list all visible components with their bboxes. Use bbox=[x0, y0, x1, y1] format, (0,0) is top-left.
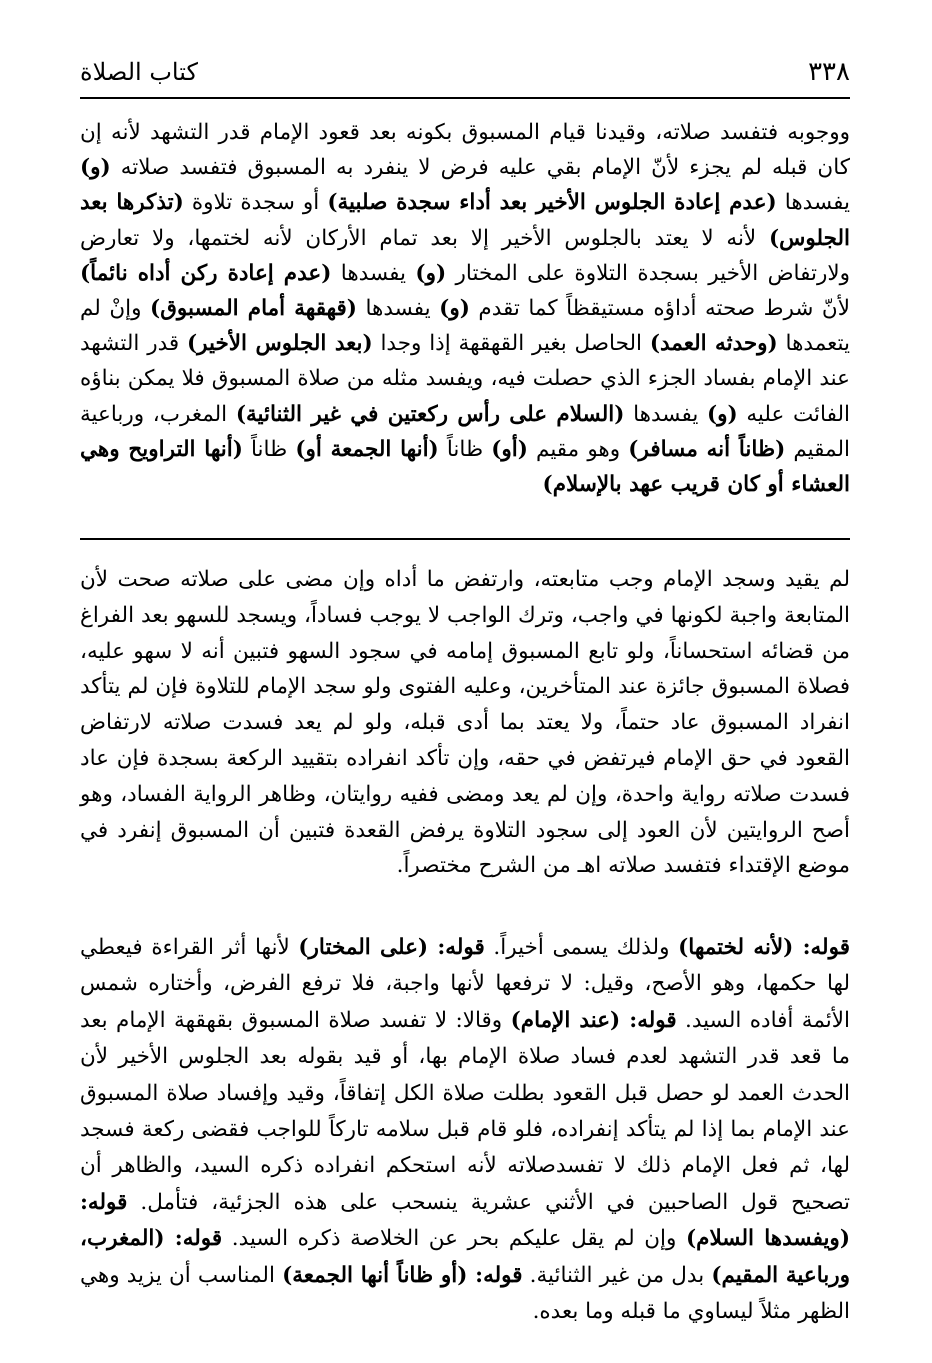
footnote-bold-phrase: قوله: (لأنه لختمها) bbox=[678, 935, 850, 960]
footnote-bold-phrase: قوله: (عند الإمام) bbox=[510, 1007, 677, 1033]
header-rule bbox=[80, 97, 850, 99]
matn-phrase: وإنْ لم يتعمدها bbox=[80, 296, 850, 357]
matn-bold-phrase: (أنها التراويح وهي العشاء أو كان قريب عهد بالإسلام) bbox=[80, 436, 850, 498]
matn-phrase: يفسدها bbox=[356, 296, 440, 322]
matn-phrase: ووجوبه فتفسد صلاته، وقيدنا قيام المسبوق بكونه بعد قعود الإمام قدر التشهد لأنه إن كان قبله لم يجزء لأنّ الإمام بقي عليه فرض لا ينفرد به المسبوق فتفسد صلاته bbox=[80, 120, 850, 181]
matn-bold-phrase: (وحدثه العمد) bbox=[649, 331, 778, 357]
matn-paragraph bbox=[80, 115, 850, 502]
footnote-phrase: بدل من غير الثنائية. bbox=[522, 1262, 712, 1288]
matn-bold-phrase: (أو) bbox=[491, 436, 528, 462]
page-number: ٣٣٨ bbox=[808, 57, 850, 87]
matn-phrase: لأنّ شرط صحته أداؤه مستيقظاً كما تقدم bbox=[469, 296, 850, 322]
matn-phrase: قدر التشهد عند الإمام بفساد الجزء الذي حصلت فيه، ويفسد مثله من صلاة المسبوق فلا يمكن بناؤه الفائت عليه bbox=[80, 331, 850, 427]
footnote-phrase: ولذلك يسمى أخيراً. bbox=[484, 935, 679, 960]
commentary-paragraph: لم يقيد وسجد الإمام وجب متابعته، وارتفض ما أداه وإن مضى على صلاته صحت لأن المتابعة واجبة لكونها في واجب، وترك الواجب لا يوجب فساداً، ويسجد للسهو بعد الفراغ من قضائه استحساناً، ولو تابع المسبوق إمامه في سجود السهو فتبين أنه لا سهو عليه، فصلاة المسبوق جائزة عند المتأخرين، وعليه الفتوى ولو سجد الإمام للتلاوة فإن لم يتأكد انفراد المسبوق عاد حتماً، ولا يعتد بما أدى قبله، ولو لم يعد فسدت صلاته لارتفاض القعود في حق الإمام فيرتفض في حقه، وإن تأكد انفراده بتقييد الركعة بسجدة فإن عاد فسدت صلاته رواية واحدة، وإن لم يعد ومضى ففيه روايتان، وظاهر الرواية الفساد، وهو أصح الروايتين لأن العود إلى سجود التلاوة يرفض القعدة فتبين أن المسبوق إنفرد في موضع الإقتداء فتفسد صلاته اهـ من الشرح مختصراً. bbox=[80, 567, 850, 879]
footnote-bold-phrase: قوله: (المغرب، ورباعية المقيم) bbox=[80, 1226, 851, 1288]
matn-bold-phrase: (و) bbox=[80, 155, 111, 181]
matn-phrase: أو سجدة تلاوة bbox=[183, 190, 328, 216]
matn-phrase: المغرب، ورباعية المقيم bbox=[80, 401, 850, 462]
footnote-phrase: وإن لم يقل عليكم بحر عن الخلاصة ذكره السيد. bbox=[222, 1226, 686, 1252]
matn-bold-phrase: (بعد الجلوس الأخير) bbox=[186, 331, 373, 357]
footnote-phrase: وقالا: لا تفسد صلاة المسبوق بقهقهة الإمام بعد ما قعد قدر التشهد لعدم فساد صلاة الإمام بها، أو قيد بقوله بعد الجلوس الأخير لأن الحدث العمد لو حصل قبل القعود بطلت صلاة الكل إتفاقاً، وقيد وإفساد صلاة المسبوق عند الإمام بما إذا لم يتأكد إنفراده، فلو قام قبل سلامه تاركاً للواجب فقضى ركعة فسجد لها، ثم فعل الإمام ذلك لا تفسدصلاته لأنه استحكم انفراده ذكره السيد، والظاهر أن تصحيح قول الصاحبين في الأثني عشرية ينسحب على هذه الجزئية، فتأمل. bbox=[80, 1007, 850, 1215]
footnote-text bbox=[80, 930, 850, 1330]
footnote-bold-phrase: قوله: (أو ظاناً أنها الجمعة) bbox=[282, 1262, 523, 1288]
matn-phrase: يفسدها bbox=[776, 190, 850, 216]
book-title: كتاب الصلاة bbox=[80, 58, 198, 86]
matn-bold-phrase: (و) bbox=[706, 401, 738, 427]
footnote-paragraph bbox=[80, 930, 850, 1330]
matn-bold-phrase: (و) bbox=[439, 296, 470, 322]
matn-phrase: يفسدها bbox=[624, 401, 707, 427]
matn-bold-phrase: (عدم إعادة ركن أداه نائماً) bbox=[80, 260, 332, 286]
matn-phrase: الحاصل بغير القهقهة إذا وجدا bbox=[372, 331, 650, 357]
matn-text bbox=[80, 115, 850, 502]
matn-bold-phrase: (و) bbox=[415, 260, 447, 286]
separator-rule bbox=[80, 538, 850, 540]
matn-bold-phrase: (عدم إعادة الجلوس الأخير بعد أداء سجدة صلبية) bbox=[327, 190, 777, 216]
matn-bold-phrase: (قهقهة أمام المسبوق) bbox=[150, 296, 357, 322]
footnote-phrase: لأنها أثر القراءة فيعطي لها حكمها، وهو الأصح، وقيل: لا ترفعها لأنها واجبة، فلا ترفع الفرض، وأختاره شمس الأئمة أفاده السيد. bbox=[80, 935, 850, 1033]
matn-phrase: لأنه لا يعتد بالجلوس الأخير إلا بعد تمام الأركان لأنه لختمها، ولا تعارض ولارتفاض الأخير بسجدة التلاوة على المختار bbox=[80, 225, 850, 286]
matn-phrase: وهو مقيم bbox=[527, 436, 629, 462]
matn-bold-phrase: (ظاناً أنه مسافر) bbox=[628, 436, 786, 462]
page-header bbox=[80, 52, 850, 92]
matn-bold-phrase: (تذكرها بعد الجلوس) bbox=[80, 190, 850, 251]
matn-phrase: ظاناً bbox=[438, 436, 492, 462]
matn-phrase: ظاناً bbox=[242, 436, 296, 462]
commentary-text bbox=[80, 562, 850, 884]
footnote-bold-phrase: قوله: (ويفسدها السلام) bbox=[80, 1189, 850, 1252]
footnote-bold-phrase: قوله: (على المختار) bbox=[298, 935, 485, 960]
matn-bold-phrase: (أنها الجمعة أو) bbox=[295, 436, 439, 462]
matn-bold-phrase: (السلام على رأس ركعتين في غير الثنائية) bbox=[235, 401, 625, 427]
footnote-phrase: المناسب أن يزيد وهي الظهر مثلاً ليساوي ما قبله وما بعده. bbox=[80, 1262, 850, 1325]
matn-phrase: يفسدها bbox=[331, 260, 416, 286]
